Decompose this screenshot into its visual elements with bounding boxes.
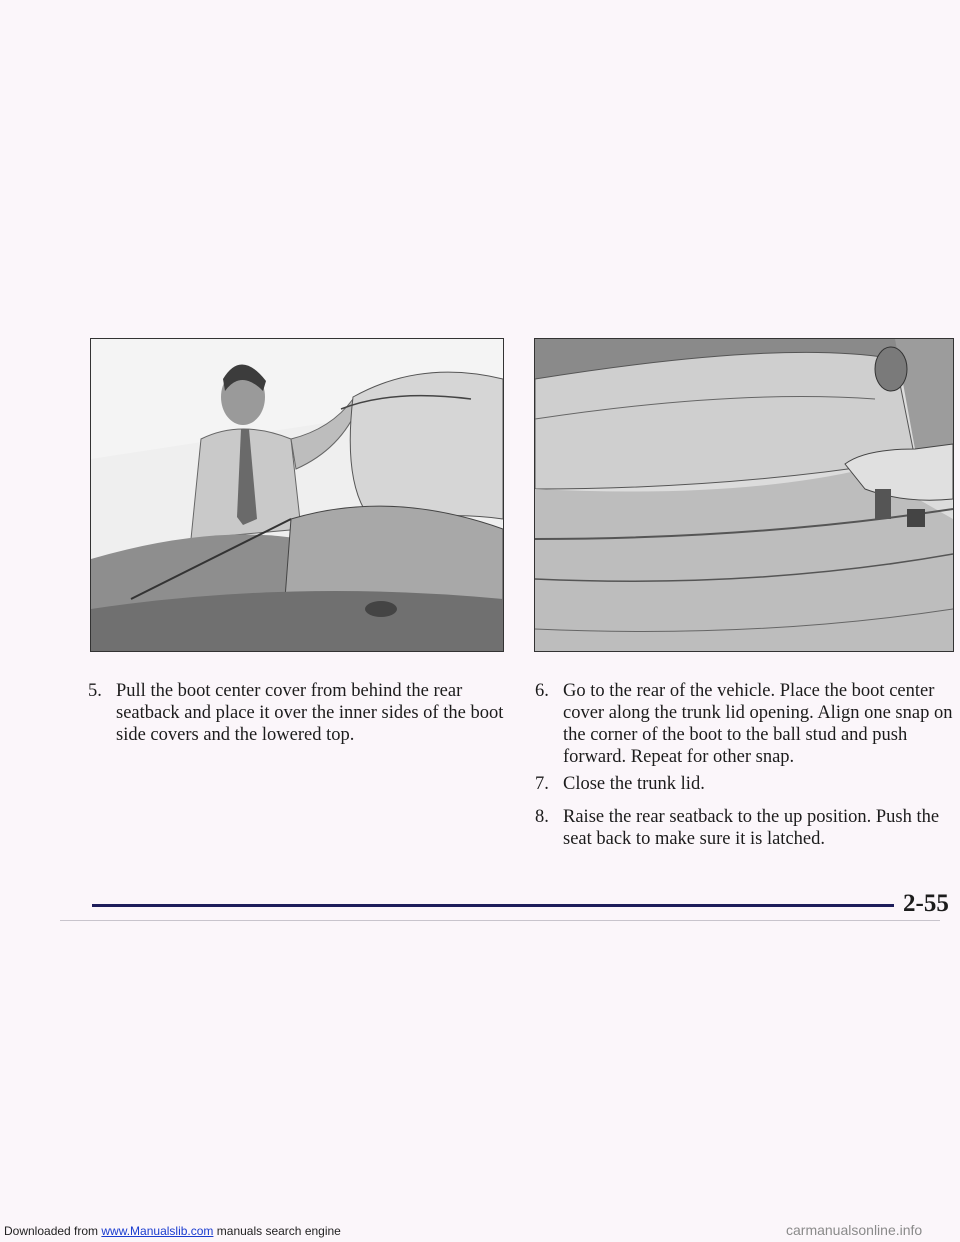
watermark-text: carmanualsonline.info: [786, 1222, 923, 1238]
step-number: 7.: [535, 774, 549, 794]
footer-prefix: Downloaded from: [4, 1224, 102, 1238]
step-text: Raise the rear seatback to the up position. Push the seat back to make sure it is latched.: [563, 807, 940, 849]
hand-snapping-boot-to-trunk-illustration: [535, 339, 953, 651]
step-text: Pull the boot center cover from behind the rear seatback and place it over the inner sides of the boot side covers and the lowered top.: [116, 681, 504, 745]
manualslib-link[interactable]: www.Manualslib.com: [101, 1224, 214, 1238]
download-footer: [4, 1224, 341, 1238]
person-pulling-boot-cover-illustration: [91, 339, 503, 651]
thin-divider: [60, 920, 940, 921]
step-number: 5.: [88, 681, 102, 701]
section-divider: [92, 904, 894, 907]
boot-cover-illustration-left: [90, 338, 504, 652]
footer-suffix: manuals search engine: [213, 1224, 341, 1238]
step-number: 6.: [535, 681, 549, 701]
step-text: Close the trunk lid.: [563, 774, 705, 794]
step-text: Go to the rear of the vehicle. Place the boot center cover along the trunk lid opening. Align one snap on the corner of the boot to the ball stud and push forward. Repeat for other snap.: [563, 681, 953, 767]
page-number: 2-55: [903, 890, 949, 917]
boot-cover-illustration-right: [534, 338, 954, 652]
step-number: 8.: [535, 807, 549, 827]
